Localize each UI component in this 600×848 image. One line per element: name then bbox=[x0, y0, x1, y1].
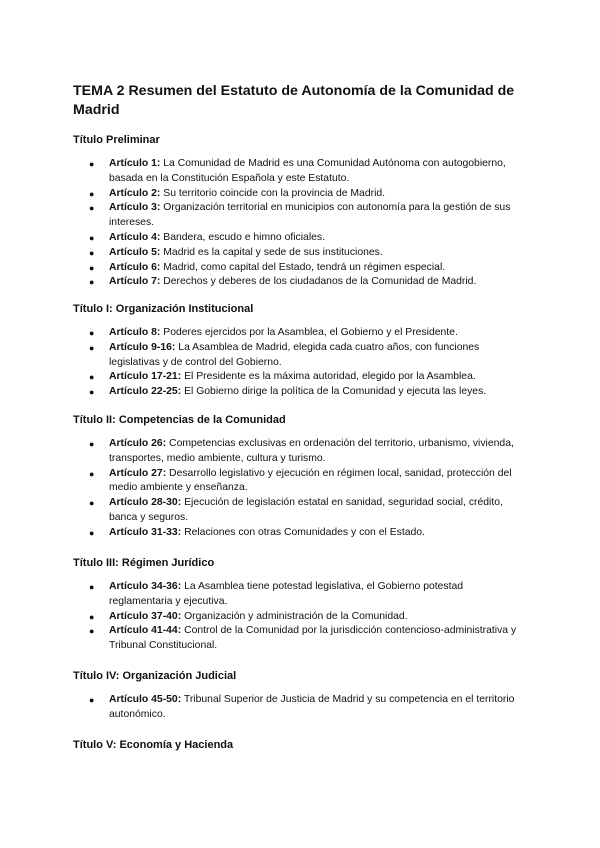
section-list bbox=[0, 580, 600, 654]
article-text: La Asamblea de Madrid, elegida cada cuatro años, con funciones legislativas y de control del Gobierno. bbox=[109, 341, 480, 368]
article-text: Derechos y deberes de los ciudadanos de la Comunidad de Madrid. bbox=[160, 276, 477, 288]
page-title: TEMA 2 Resumen del Estatuto de Autonomía de la Comunidad de Madrid bbox=[73, 83, 515, 118]
section-heading: Título III: Régimen Jurídico bbox=[73, 557, 215, 569]
article-text: El Gobierno dirige la política de la Comunidad y ejecuta las leyes. bbox=[181, 386, 487, 398]
bullet-icon: ● bbox=[89, 328, 95, 338]
bullet-icon: ● bbox=[89, 387, 95, 398]
list-item bbox=[0, 261, 600, 276]
article-label: Artículo 17-21: bbox=[109, 371, 182, 383]
article-text: Control de la Comunidad por la jurisdicción contencioso-administrativa y Tribunal Constitucional. bbox=[109, 625, 517, 652]
list-item bbox=[0, 157, 600, 187]
article-label: Artículo 37-40: bbox=[109, 610, 182, 622]
article-text: Organización y administración de la Comunidad. bbox=[181, 610, 408, 622]
article-label: Artículo 34-36: bbox=[109, 581, 182, 592]
list-item bbox=[0, 201, 600, 231]
bullet-icon: ● bbox=[89, 247, 95, 258]
list-item bbox=[0, 370, 600, 385]
bullet-icon: ● bbox=[89, 498, 95, 509]
list-item bbox=[0, 467, 600, 497]
list-item bbox=[0, 580, 600, 610]
article-label: Artículo 26: bbox=[109, 438, 167, 449]
list-item bbox=[0, 187, 600, 202]
bullet-icon: ● bbox=[89, 277, 95, 288]
article-label: Artículo 1: bbox=[109, 158, 161, 169]
list-item bbox=[0, 341, 600, 371]
bullet-icon: ● bbox=[89, 611, 95, 622]
article-text: Madrid, como capital del Estado, tendrá un régimen especial. bbox=[160, 261, 446, 273]
article-label: Artículo 45-50: bbox=[109, 694, 182, 705]
bullet-icon: ● bbox=[89, 439, 95, 449]
bullet-icon: ● bbox=[89, 342, 95, 353]
article-text: Desarrollo legislativo y ejecución en régimen local, sanidad, protección del medio ambiente y enseñanza. bbox=[109, 467, 512, 494]
article-label: Artículo 28-30: bbox=[109, 497, 182, 509]
article-label: Artículo 41-44: bbox=[109, 625, 182, 637]
article-text: Su territorio coincide con la provincia de Madrid. bbox=[160, 187, 386, 199]
section-list bbox=[0, 437, 600, 541]
article-label: Artículo 22-25: bbox=[109, 386, 182, 398]
section-heading: Título II: Competencias de la Comunidad bbox=[73, 414, 286, 426]
section-list bbox=[0, 326, 600, 400]
bullet-icon: ● bbox=[89, 468, 95, 479]
bullet-icon: ● bbox=[89, 203, 95, 214]
article-label: Artículo 3: bbox=[109, 202, 161, 214]
list-item bbox=[0, 693, 600, 723]
article-text: Competencias exclusivas en ordenación del territorio, urbanismo, vivienda, transportes, medio ambiente, cultura y turismo. bbox=[109, 438, 514, 464]
bullet-icon: ● bbox=[89, 262, 95, 273]
article-label: Artículo 7: bbox=[109, 276, 161, 288]
bullet-icon: ● bbox=[89, 372, 95, 383]
article-label: Artículo 2: bbox=[109, 187, 161, 199]
article-text: Madrid es la capital y sede de sus instituciones. bbox=[160, 246, 383, 258]
article-text: La Asamblea tiene potestad legislativa, el Gobierno potestad reglamentaria y ejecutiva. bbox=[109, 581, 464, 607]
bullet-icon: ● bbox=[89, 159, 95, 169]
list-item bbox=[0, 275, 600, 290]
article-label: Artículo 9-16: bbox=[109, 341, 176, 353]
section-heading: Título Preliminar bbox=[73, 134, 160, 146]
article-text: Relaciones con otras Comunidades y con el Estado. bbox=[181, 526, 425, 538]
bullet-icon: ● bbox=[89, 626, 95, 637]
bullet-icon: ● bbox=[89, 188, 95, 199]
section-heading: Título I: Organización Institucional bbox=[73, 303, 254, 315]
list-item bbox=[0, 624, 600, 654]
section-list bbox=[0, 693, 600, 723]
article-label: Artículo 5: bbox=[109, 246, 161, 258]
list-item bbox=[0, 326, 600, 341]
bullet-icon: ● bbox=[89, 695, 95, 705]
article-label: Artículo 27: bbox=[109, 467, 167, 479]
article-text: Bandera, escudo e himno oficiales. bbox=[160, 231, 326, 243]
article-label: Artículo 31-33: bbox=[109, 526, 182, 538]
list-item bbox=[0, 231, 600, 246]
article-text: Ejecución de legislación estatal en sanidad, seguridad social, crédito, banca y seguros. bbox=[109, 497, 503, 523]
list-item bbox=[0, 610, 600, 625]
article-label: Artículo 4: bbox=[109, 231, 161, 243]
article-text: La Comunidad de Madrid es una Comunidad Autónoma con autogobierno, basada en la Constitución Española y este Estatuto. bbox=[109, 158, 506, 184]
article-text: Poderes ejercidos por la Asamblea, el Gobierno y el Presidente. bbox=[160, 327, 458, 338]
bullet-icon: ● bbox=[89, 582, 95, 592]
list-item bbox=[0, 385, 600, 400]
list-item bbox=[0, 246, 600, 261]
section-heading: Título IV: Organización Judicial bbox=[73, 670, 237, 682]
article-text: Tribunal Superior de Justicia de Madrid y su competencia en el territorio autonómico. bbox=[109, 694, 515, 720]
article-label: Artículo 6: bbox=[109, 261, 161, 273]
article-text: Organización territorial en municipios con autonomía para la gestión de sus intereses. bbox=[109, 202, 511, 229]
bullet-icon: ● bbox=[89, 232, 95, 243]
article-label: Artículo 8: bbox=[109, 327, 161, 338]
article-text: El Presidente es la máxima autoridad, elegido por la Asamblea. bbox=[181, 371, 476, 383]
list-item bbox=[0, 496, 600, 526]
list-item bbox=[0, 526, 600, 541]
bullet-icon: ● bbox=[89, 527, 95, 538]
section-list bbox=[0, 157, 600, 290]
list-item bbox=[0, 437, 600, 467]
section-heading: Título V: Economía y Hacienda bbox=[73, 739, 234, 751]
